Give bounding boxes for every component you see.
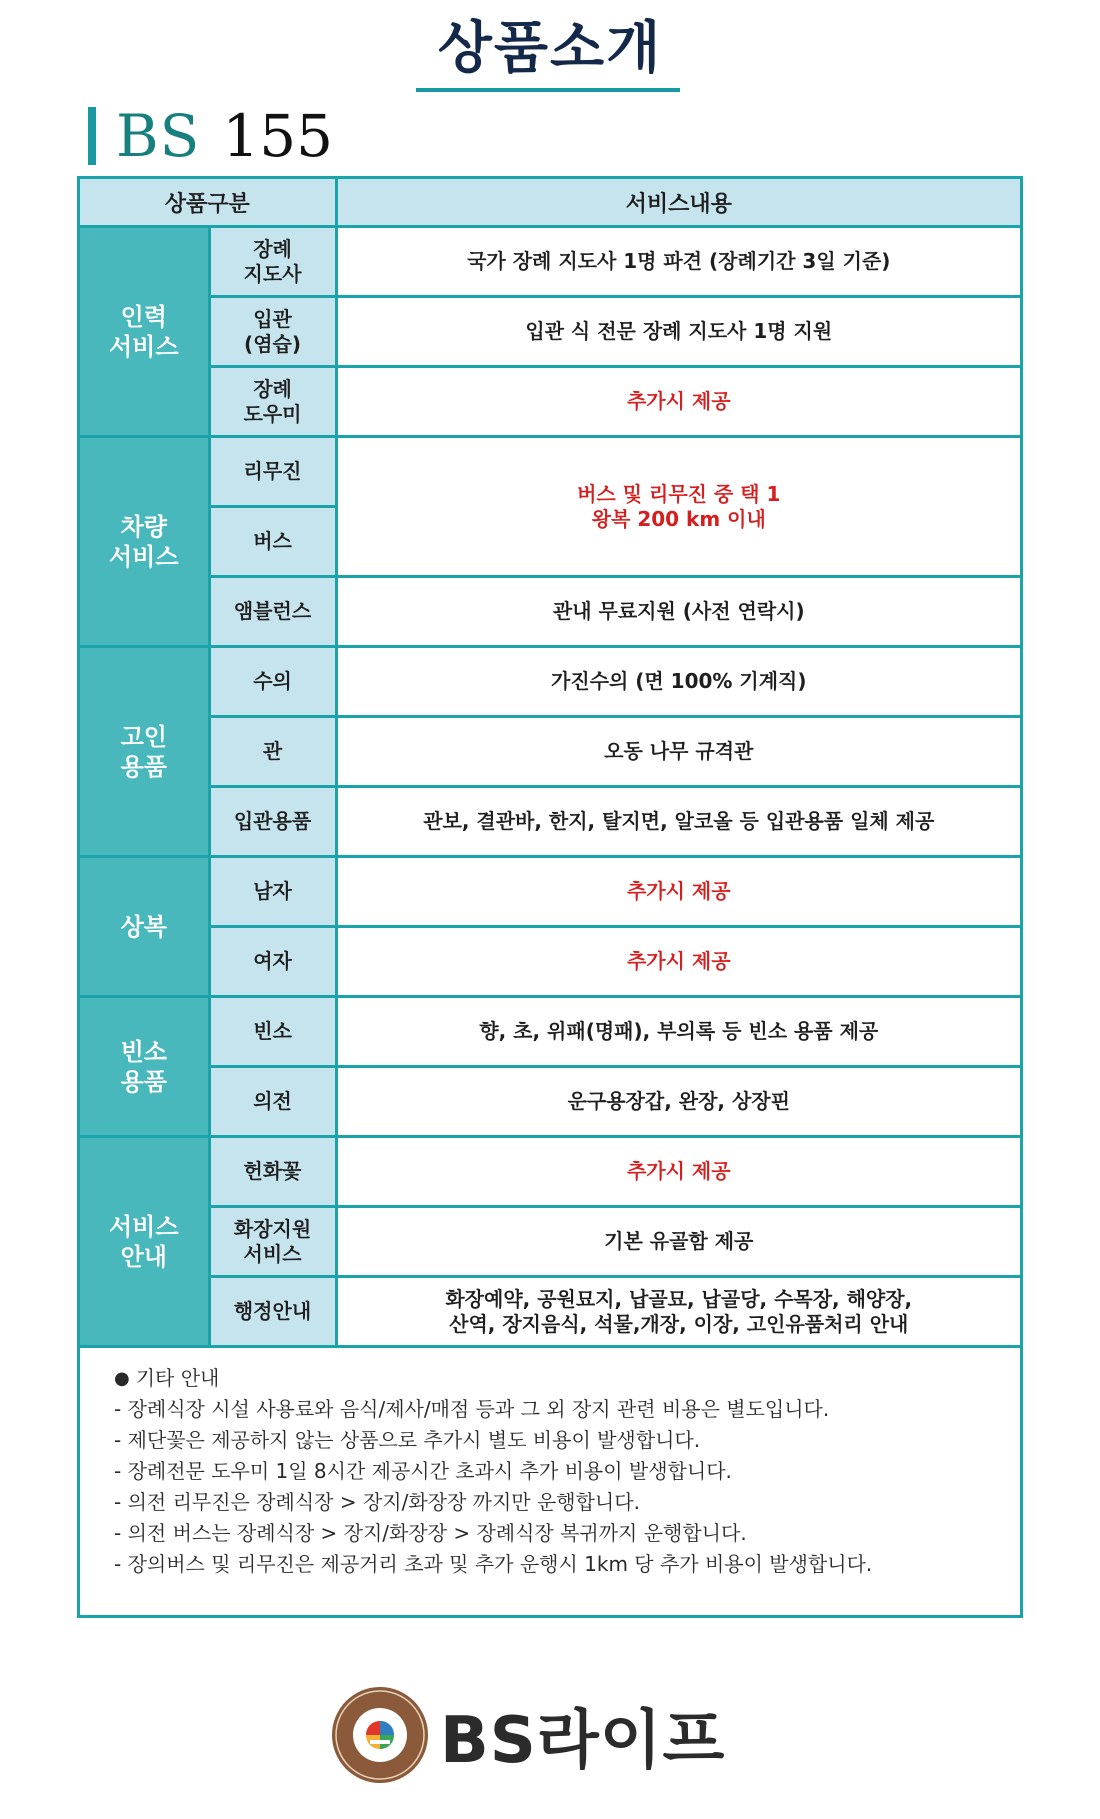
- subcategory-cell: 행정안내: [209, 1277, 336, 1347]
- page-title: 상품소개: [437, 16, 663, 81]
- category-cell: [80, 997, 209, 1137]
- description-cell: 운구용장갑, 완장, 상장핀: [336, 1067, 1020, 1137]
- page-title-wrap: [0, 14, 1100, 84]
- category-label: 서비스 안내: [108, 1212, 179, 1271]
- notes-title: 기타 안내: [135, 1366, 220, 1390]
- table-row: [80, 857, 1020, 927]
- description-cell: 관보, 결관바, 한지, 탈지면, 알코올 등 입관용품 일체 제공: [336, 787, 1020, 857]
- subcategory-cell: 의전: [209, 1067, 336, 1137]
- subcategory-cell: 남자: [209, 857, 336, 927]
- description-cell: 향, 초, 위패(명패), 부의록 등 빈소 용품 제공: [336, 997, 1020, 1067]
- category-cell: [80, 647, 209, 857]
- footer-logo: [330, 1685, 770, 1785]
- table-row: [80, 717, 1020, 787]
- subcategory-cell: 리무진: [209, 437, 336, 507]
- description-cell: 추가시 제공: [336, 927, 1020, 997]
- note-item: - 장의버스 및 리무진은 제공거리 초과 및 추가 운행시 1km 당 추가 비용이 발생합니다.: [114, 1552, 873, 1576]
- description-cell: 관내 무료지원 (사전 연락시): [336, 577, 1020, 647]
- shared-description: 버스 및 리무진 중 택 1 왕복 200 km 이내: [577, 481, 781, 531]
- subcategory-cell: 입관용품: [209, 787, 336, 857]
- header-category: 상품구분: [80, 179, 336, 227]
- subcategory-cell: [209, 1207, 336, 1277]
- product-table-frame: [77, 176, 1023, 1618]
- description-cell: 추가시 제공: [336, 367, 1020, 437]
- table-row: [80, 577, 1020, 647]
- bullet-icon: ●: [114, 1368, 130, 1389]
- category-label: 인력 서비스: [108, 302, 179, 361]
- table-row: [80, 1207, 1020, 1277]
- title-underline: [416, 88, 680, 92]
- description-text: 화장예약, 공원묘지, 납골묘, 납골당, 수목장, 해양장, 산역, 장지음식, 석물,개장, 이장, 고인유품처리 안내: [445, 1286, 913, 1336]
- notes-heading: [114, 1363, 994, 1394]
- table-row: [80, 997, 1020, 1067]
- category-label: 차량 서비스: [108, 512, 179, 571]
- description-cell: 오동 나무 규격관: [336, 717, 1020, 787]
- subcategory-cell: [209, 367, 336, 437]
- product-code: BS: [116, 102, 201, 170]
- brand-name: BS라이프: [440, 1704, 726, 1778]
- description-cell: 추가시 제공: [336, 1137, 1020, 1207]
- category-cell: [80, 1137, 209, 1347]
- description-cell: [336, 1277, 1020, 1347]
- table-row: [80, 647, 1020, 717]
- table-row: [80, 437, 1020, 507]
- note-item: - 장례식장 시설 사용료와 음식/제사/매점 등과 그 외 장지 관련 비용은 별도입니다.: [114, 1397, 830, 1421]
- category-cell: 상복: [80, 857, 209, 997]
- subcategory-cell: 여자: [209, 927, 336, 997]
- table-row: [80, 1137, 1020, 1207]
- description-cell: 추가시 제공: [336, 857, 1020, 927]
- description-cell: 기본 유골함 제공: [336, 1207, 1020, 1277]
- subcategory-label: 입관 (염습): [244, 306, 301, 356]
- subcategory-cell: 버스: [209, 507, 336, 577]
- subcategory-cell: 헌화꽃: [209, 1137, 336, 1207]
- table-row: [80, 1067, 1020, 1137]
- description-cell: [336, 437, 1020, 577]
- notes-section: [114, 1363, 994, 1580]
- subcategory-cell: 관: [209, 717, 336, 787]
- subcategory-cell: [209, 227, 336, 297]
- category-label: 고인 용품: [120, 722, 167, 781]
- subcategory-label: 장례 도우미: [243, 376, 302, 426]
- subcategory-cell: 수의: [209, 647, 336, 717]
- table-row: [80, 787, 1020, 857]
- note-item: - 제단꽃은 제공하지 않는 상품으로 추가시 별도 비용이 발생합니다.: [114, 1428, 701, 1452]
- subcategory-cell: 빈소: [209, 997, 336, 1067]
- note-item: - 장례전문 도우미 1일 8시간 제공시간 초과시 추가 비용이 발생합니다.: [114, 1459, 732, 1483]
- description-cell: 가진수의 (면 100% 기계직): [336, 647, 1020, 717]
- category-cell: [80, 227, 209, 437]
- note-item: - 의전 리무진은 장례식장 > 장지/화장장 까지만 운행합니다.: [114, 1490, 640, 1514]
- subcategory-label: 장례 지도사: [243, 236, 302, 286]
- product-accent-bar: [88, 107, 96, 165]
- subcategory-label: 화장지원 서비스: [233, 1216, 312, 1266]
- service-table: [80, 179, 1020, 1348]
- product-number: 155: [222, 102, 334, 170]
- category-label: 빈소 용품: [120, 1037, 167, 1096]
- header-service: 서비스내용: [336, 179, 1020, 227]
- table-row: [80, 1277, 1020, 1347]
- table-row: [80, 367, 1020, 437]
- note-item: - 의전 버스는 장례식장 > 장지/화장장 > 장례식장 복귀까지 운행합니다.: [114, 1521, 747, 1545]
- brand-emblem-icon: [330, 1685, 430, 1785]
- category-cell: [80, 437, 209, 647]
- product-heading: [88, 104, 333, 168]
- subcategory-cell: 앰블런스: [209, 577, 336, 647]
- description-cell: 국가 장례 지도사 1명 파견 (장례기간 3일 기준): [336, 227, 1020, 297]
- table-row: [80, 227, 1020, 297]
- description-cell: 입관 식 전문 장례 지도사 1명 지원: [336, 297, 1020, 367]
- subcategory-cell: [209, 297, 336, 367]
- table-row: [80, 927, 1020, 997]
- table-row: [80, 297, 1020, 367]
